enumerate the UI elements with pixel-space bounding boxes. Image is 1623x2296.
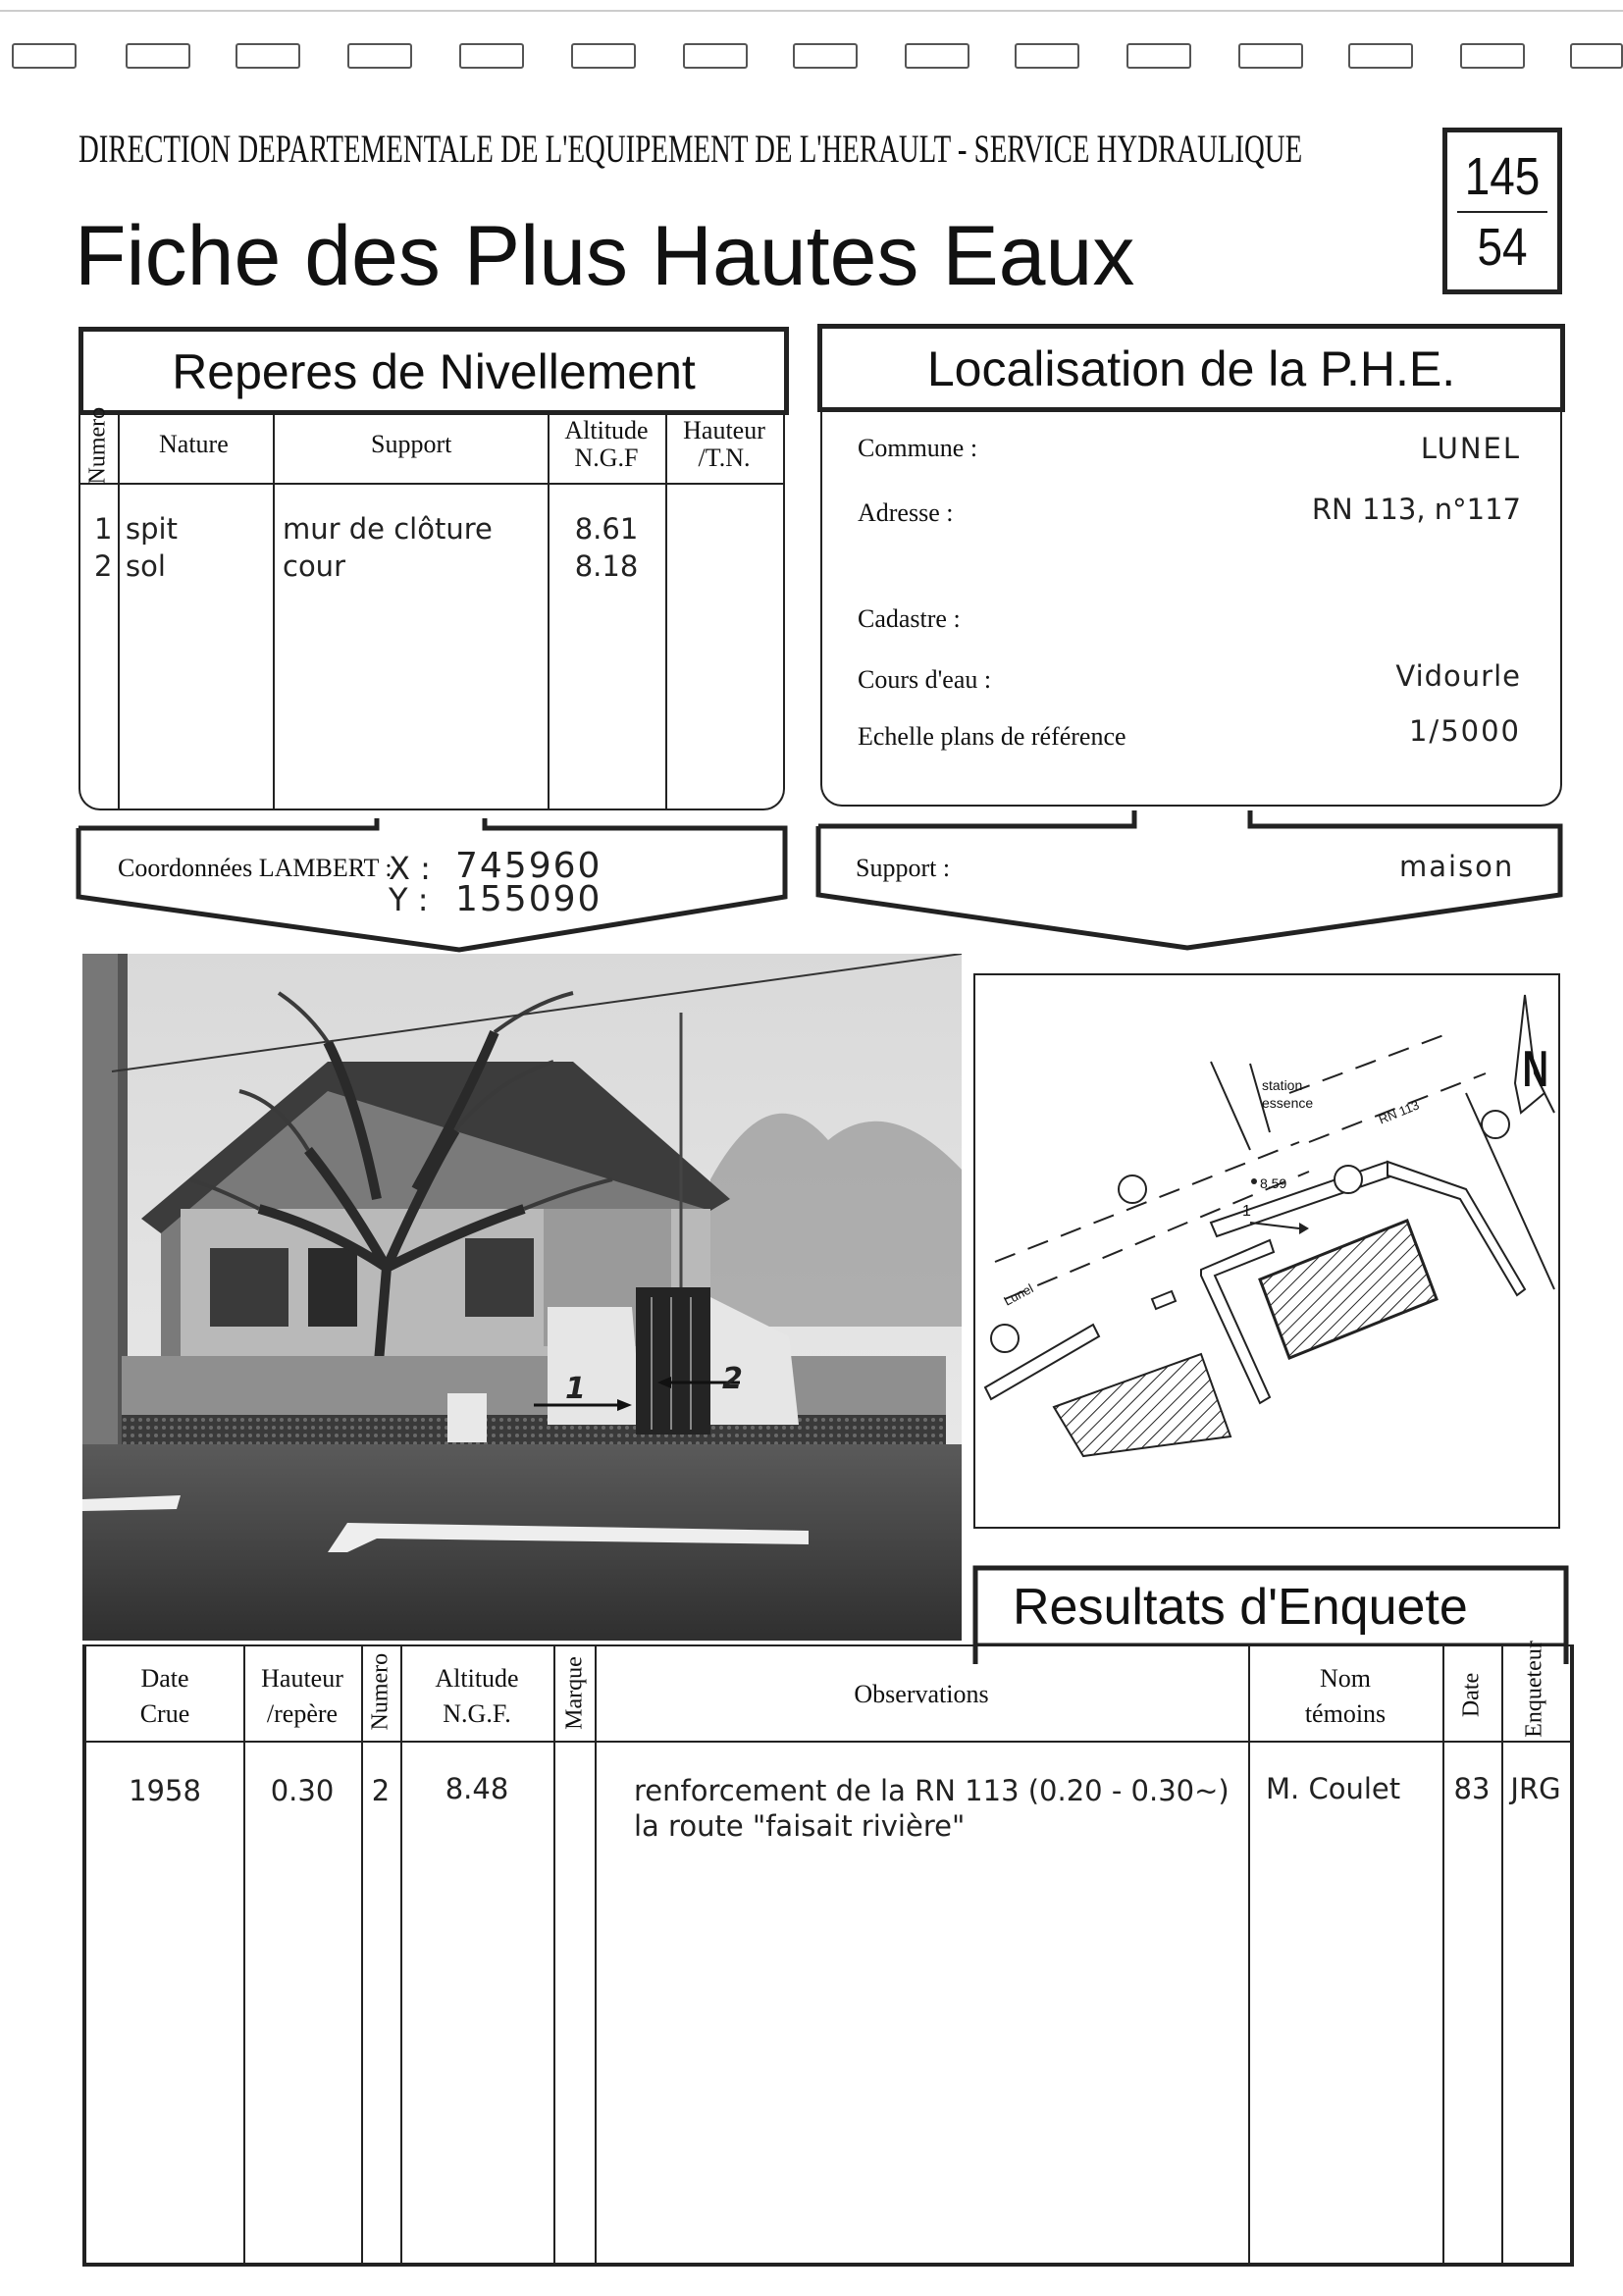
row-observation-line-2: la route "faisait rivière" bbox=[634, 1809, 966, 1843]
site-photograph bbox=[82, 954, 962, 1641]
row-support: cour bbox=[283, 549, 345, 583]
binder-tab bbox=[1348, 43, 1413, 69]
header-nature: Nature bbox=[159, 430, 229, 458]
col-divider bbox=[595, 1646, 597, 2263]
binder-tab bbox=[1570, 43, 1623, 69]
y-label: Y : bbox=[389, 881, 429, 918]
top-edge bbox=[0, 10, 1623, 12]
map-label-station: station bbox=[1262, 1077, 1303, 1093]
map-spot-height: 8.59 bbox=[1260, 1175, 1287, 1191]
x-label: X : bbox=[389, 850, 431, 887]
echelle-value: 1/5000 bbox=[1408, 714, 1521, 748]
commune-label: Commune : bbox=[858, 434, 978, 462]
binder-tab bbox=[347, 43, 412, 69]
header-nom: Nom bbox=[1320, 1664, 1371, 1693]
binder-tab bbox=[126, 43, 190, 69]
col-divider bbox=[1501, 1646, 1503, 2263]
row-numero: 1 bbox=[94, 512, 113, 546]
binder-tab bbox=[1015, 43, 1079, 69]
col-divider bbox=[118, 410, 120, 809]
support-value: maison bbox=[1399, 850, 1515, 883]
row-nature: spit bbox=[126, 512, 178, 546]
header-altitude: Altitude bbox=[564, 416, 649, 444]
row-nom: M. Coulet bbox=[1266, 1772, 1401, 1805]
reference-number-box bbox=[1442, 128, 1562, 294]
map-drawing bbox=[975, 975, 1558, 1527]
header-hauteur: Hauteur bbox=[261, 1664, 343, 1693]
col-divider bbox=[361, 1646, 363, 2263]
row-altitude: 8.18 bbox=[574, 549, 639, 583]
row-observation-line-1: renforcement de la RN 113 (0.20 - 0.30~) bbox=[634, 1774, 1230, 1807]
localisation-title: Localisation de la P.H.E. bbox=[926, 341, 1456, 396]
coordonnees-label: Coordonnées LAMBERT : bbox=[118, 854, 393, 882]
localisation-header-box bbox=[817, 324, 1565, 412]
row-numero: 2 bbox=[94, 549, 113, 583]
col-divider bbox=[243, 1646, 245, 2263]
col-divider bbox=[553, 1646, 555, 2263]
map-label-town: Lunel bbox=[1001, 1280, 1036, 1309]
row-altitude: 8.48 bbox=[445, 1772, 509, 1805]
resultats-header-line bbox=[86, 1741, 1570, 1743]
row-date-crue: 1958 bbox=[129, 1774, 201, 1807]
photo-marker-2: 2 bbox=[722, 1362, 743, 1396]
header-hauteur-2: /repère bbox=[266, 1699, 339, 1728]
header-date-crue-2: Crue bbox=[139, 1699, 190, 1728]
binder-tab bbox=[571, 43, 636, 69]
header-support: Support bbox=[371, 430, 452, 458]
cours-value: Vidourle bbox=[1395, 659, 1521, 693]
header-hauteur-unit: /T.N. bbox=[698, 444, 751, 472]
reference-bottom: 54 bbox=[1477, 218, 1528, 277]
row-nature: sol bbox=[126, 549, 166, 583]
reperes-header-box bbox=[79, 327, 789, 415]
x-value: 745960 bbox=[455, 846, 602, 886]
cadastre-label: Cadastre : bbox=[858, 604, 961, 633]
header-date-crue: Date bbox=[140, 1664, 189, 1693]
col-divider bbox=[1248, 1646, 1250, 2263]
adresse-label: Adresse : bbox=[858, 498, 954, 527]
cours-label: Cours d'eau : bbox=[858, 665, 992, 694]
y-value: 155090 bbox=[455, 879, 602, 919]
row-support: mur de clôture bbox=[283, 512, 493, 546]
resultats-title: Resultats d'Enquete bbox=[1013, 1579, 1468, 1636]
header-enqueteur: Enqueteur bbox=[1521, 1641, 1547, 1738]
binder-tab bbox=[12, 43, 77, 69]
header-marque: Marque bbox=[561, 1656, 588, 1730]
binder-tab bbox=[1238, 43, 1303, 69]
reperes-title: Reperes de Nivellement bbox=[172, 344, 696, 399]
localisation-panel bbox=[820, 408, 1562, 807]
col-divider bbox=[1442, 1646, 1444, 2263]
north-icon: N bbox=[1522, 1041, 1548, 1098]
binder-tab bbox=[905, 43, 969, 69]
coordinates-arrow-frame bbox=[75, 816, 791, 958]
reference-top: 145 bbox=[1464, 147, 1541, 206]
row-altitude: 8.61 bbox=[574, 512, 639, 546]
header-observations: Observations bbox=[854, 1680, 989, 1708]
col-divider bbox=[400, 1646, 402, 2263]
location-map bbox=[973, 973, 1560, 1529]
echelle-label: Echelle plans de référence bbox=[858, 722, 1126, 751]
binder-tab bbox=[1460, 43, 1525, 69]
binder-tab bbox=[793, 43, 858, 69]
header-nom-2: témoins bbox=[1304, 1699, 1387, 1728]
map-label-road: RN 113 bbox=[1376, 1097, 1422, 1127]
row-date: 83 bbox=[1453, 1772, 1491, 1805]
page-title: Fiche des Plus Hautes Eaux bbox=[75, 209, 1135, 303]
header-altitude-2: N.G.F. bbox=[443, 1699, 511, 1728]
header-numero: Numero bbox=[84, 406, 111, 485]
row-enqueteur: JRG bbox=[1510, 1772, 1561, 1805]
header-numero: Numero bbox=[367, 1652, 393, 1731]
adresse-value: RN 113, n°117 bbox=[1311, 493, 1521, 526]
map-marker: 1 bbox=[1242, 1203, 1251, 1220]
binder-tab bbox=[459, 43, 524, 69]
row-hauteur: 0.30 bbox=[270, 1774, 335, 1807]
header-altitude-unit: N.G.F bbox=[574, 444, 639, 472]
support-label: Support : bbox=[856, 854, 951, 882]
header-hauteur: Hauteur bbox=[683, 416, 765, 444]
binder-tab bbox=[236, 43, 300, 69]
direction-header: DIRECTION DEPARTEMENTALE DE L'EQUIPEMENT DE L'HERAULT - SERVICE HYDRAULIQUE bbox=[79, 127, 1303, 171]
binder-tab bbox=[1126, 43, 1191, 69]
commune-value: LUNEL bbox=[1420, 432, 1521, 465]
reperes-header-line bbox=[80, 483, 783, 485]
col-divider bbox=[273, 410, 275, 809]
photo-marker-1: 1 bbox=[565, 1372, 586, 1406]
resultats-table bbox=[82, 1641, 1574, 2267]
map-label-essence: essence bbox=[1262, 1095, 1314, 1111]
header-date: Date bbox=[1458, 1672, 1485, 1718]
row-numero: 2 bbox=[371, 1774, 391, 1807]
binder-tab bbox=[683, 43, 748, 69]
header-altitude: Altitude bbox=[435, 1664, 519, 1693]
reference-divider bbox=[1457, 211, 1547, 213]
reperes-table bbox=[79, 406, 785, 810]
